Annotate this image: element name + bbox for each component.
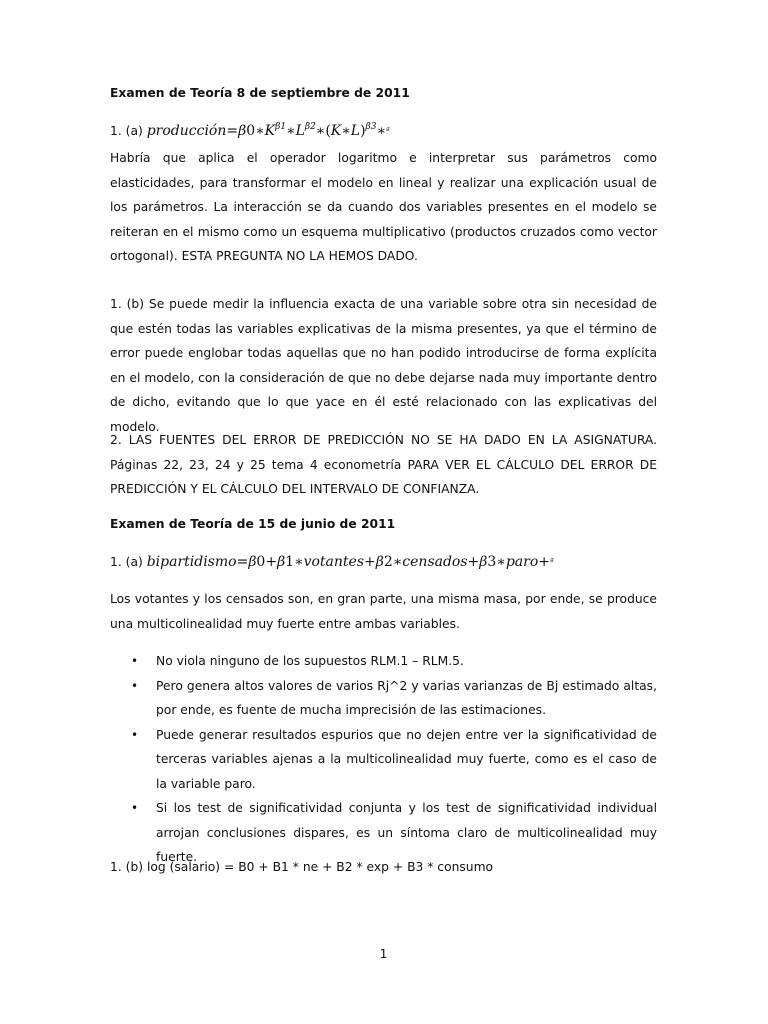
page-number: 1 [379,947,388,961]
production-equation: $producción=\beta 0∗K^{\beta 1}∗L^{\beta 2}∗(K∗L)^{\beta 3}∗ª$ [146,122,390,139]
q1a-label: 1. (a) [110,124,143,138]
bullet-icon: • [131,801,139,815]
bullet-icon: • [131,678,139,693]
list-item: • Si los test de significatividad conjunta y los test de significatividad individual arrojan conclusiones dispares, es un síntoma claro de multicolinealidad muy fuerte. [110,796,657,870]
exam2-title: Examen de Teoría de 15 de junio de 2011 [110,517,396,531]
bullet-icon: • [131,727,139,742]
list-item: • Puede generar resultados espurios que no dejen entre ver la significatividad de terceras variables ajenas a la multicolinealidad muy fuerte, como es el caso de la variable paro. [110,723,657,797]
exam2-q1a-formula [110,554,554,570]
exam1-q1b-answer: 1. (b) Se puede medir la influencia exacta de una variable sobre otra sin necesidad de que estén todas las variables explicativas de la misma presentes, ya que el término de error puede englobar todas aquellas que no han podido introducirse de forma explícita en el modelo, con la consideración de que no debe dejarse nada muy importante dentro de dicho, evitando que lo que yace en él esté relacionado con las explicativas del modelo. [110,297,657,434]
q1a-label: 1. (a) [110,555,143,569]
exam2-q1b-line: 1. (b) log (salario) = B0 + B1 * ne + B2 * exp + B3 * consumo [110,860,494,874]
exam2-q1a-answer: Los votantes y los censados son, en gran parte, una misma masa, por ende, se produce una multicolinealidad muy fuerte entre ambas variables. [110,592,657,631]
bullet-icon: • [131,654,139,668]
list-item: • Pero genera altos valores de varios Rj^2 y varias varianzas de Bj estimado altas, por ende, es fuente de mucha imprecisión de las estimaciones. [110,674,657,723]
list-item: • No viola ninguno de los supuestos RLM.1 – RLM.5. [110,649,657,674]
exam1-title: Examen de Teoría 8 de septiembre de 2011 [110,86,410,100]
document-page [110,0,657,1024]
bullet-list [110,649,657,870]
exam1-q2-answer: 2. LAS FUENTES DEL ERROR DE PREDICCIÓN NO SE HA DADO EN LA ASIGNATURA. Páginas 22, 23, 24 y 25 tema 4 econometría PARA VER EL CÁLCULO DEL ERROR DE PREDICCIÓN Y EL CÁLCULO DEL INTERVALO DE CONFIANZA. [110,433,657,496]
bipartidismo-equation: bipartidismo=β0+β1∗votantes+β2∗censados+β3∗paro+ª [146,554,554,570]
exam1-q1a-formula [110,122,390,139]
exam1-q1a-answer: Habría que aplica el operador logaritmo e interpretar sus parámetros como elasticidades, para transformar el modelo en lineal y realizar una explicación usual de los parámetros. La interacción se da cuando dos variables presentes en el modelo se reiteran en el mismo como un esquema multiplicativo (productos cruzados como vector ortogonal). ESTA PREGUNTA NO LA HEMOS DADO. [110,151,657,263]
